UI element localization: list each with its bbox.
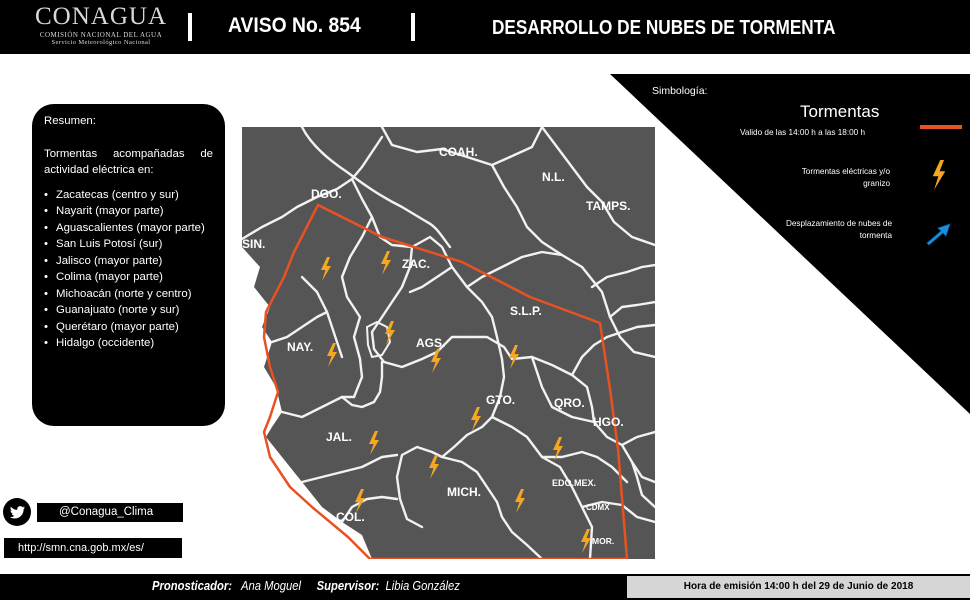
- summary-list: [44, 187, 213, 352]
- summary-item: • Zacatecas (centro y sur): [44, 187, 213, 204]
- twitter-handle[interactable]: @Conagua_Clima: [37, 503, 183, 522]
- state-label: COL.: [336, 510, 365, 524]
- lightning-icon: [931, 160, 947, 190]
- state-label: S.L.P.: [510, 304, 542, 318]
- state-label: ZAC.: [402, 257, 430, 271]
- summary-item: • Hidalgo (occidente): [44, 335, 213, 352]
- emission-time: Hora de emisión 14:00 h del 29 de Junio de 2018: [627, 576, 970, 598]
- summary-item: • Colima (mayor parte): [44, 269, 213, 286]
- state-label: DGO.: [311, 187, 342, 201]
- state-label: HGO.: [593, 415, 624, 429]
- state-label: CDMX: [586, 503, 610, 512]
- state-label: GTO.: [486, 393, 516, 407]
- forecaster-name: Ana Moguel: [240, 579, 302, 593]
- forecaster-label: Pronosticador:: [152, 579, 233, 593]
- summary-item: • Michoacán (norte y centro): [44, 286, 213, 303]
- state-label: AGS.: [416, 336, 446, 350]
- state-label: EDO.MEX.: [552, 478, 597, 488]
- summary-item: • Aguascalientes (mayor parte): [44, 220, 213, 237]
- legend-validity: Valido de las 14:00 h a las 18:00 h: [740, 128, 866, 137]
- logo-subtitle-2: Servicio Meteorológico Nacional: [51, 39, 151, 46]
- storm-area-legend-line: [920, 125, 962, 129]
- aviso-number: AVISO No. 854: [228, 14, 361, 37]
- state-label: JAL.: [326, 430, 353, 444]
- summary-item: • Jalisco (mayor parte): [44, 253, 213, 270]
- header-bar: [0, 0, 970, 54]
- summary-item: • Guanajuato (norte y sur): [44, 302, 213, 319]
- twitter-icon[interactable]: [3, 498, 31, 526]
- logo-subtitle: COMISIÓN NACIONAL DEL AGUA: [39, 31, 163, 39]
- summary-item: • San Luis Potosí (sur): [44, 236, 213, 253]
- legend-storm-text: Tormentas eléctricas y/o granizo: [801, 167, 890, 188]
- storm-map: [242, 127, 655, 559]
- page-title: DESARROLLO DE NUBES DE TORMENTA: [492, 17, 836, 39]
- summary-item: • Nayarit (mayor parte): [44, 203, 213, 220]
- website-url[interactable]: http://smn.cna.gob.mx/es/: [4, 538, 182, 558]
- state-label: N.L.: [542, 170, 565, 184]
- summary-intro: Tormentas acompañadas de actividad eléctrica en:: [44, 147, 213, 176]
- summary-title: Resumen:: [44, 115, 96, 127]
- summary-item: • Querétaro (mayor parte): [44, 319, 213, 336]
- summary-box: [32, 104, 225, 426]
- header-divider: [188, 13, 192, 41]
- state-label: SIN.: [242, 237, 266, 251]
- state-label: NAY.: [287, 340, 314, 354]
- state-label: QRO.: [554, 396, 585, 410]
- legend-title: Simbología:: [652, 85, 708, 97]
- logo-name: CONAGUA: [35, 3, 167, 30]
- state-label: COAH.: [439, 145, 478, 159]
- legend-tormentas: Tormentas: [800, 102, 880, 121]
- state-label: MICH.: [447, 485, 481, 499]
- legend-panel: [610, 74, 970, 414]
- supervisor-name: Libia González: [385, 579, 460, 593]
- arrow-icon: [924, 222, 952, 246]
- footer-credits: [152, 579, 460, 593]
- header-divider: [411, 13, 415, 41]
- conagua-logo: [26, 4, 176, 50]
- legend-displacement-text: Desplazamiento de nubes de tormenta: [785, 219, 892, 240]
- state-label: TAMPS.: [586, 199, 631, 213]
- state-label: MOR.: [592, 536, 615, 546]
- footer-bar: [0, 574, 970, 600]
- supervisor-label: Supervisor:: [316, 579, 380, 593]
